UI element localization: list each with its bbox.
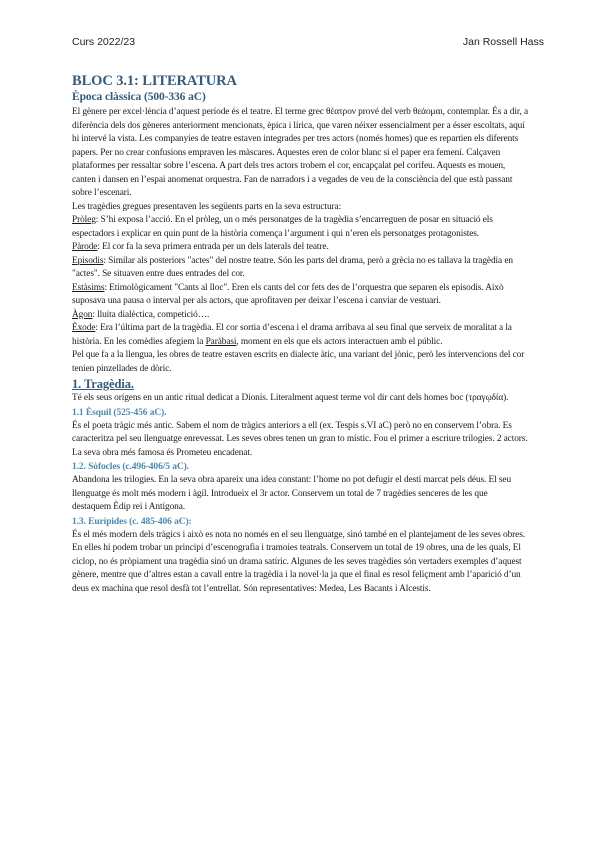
parabasi-term: Paràbasi [205, 336, 237, 347]
part-text: : lluita dialèctica, competició…. [92, 309, 210, 320]
section-subtitle: Època clàssica (500-336 aC) [72, 91, 206, 103]
part-term: Estàsims [72, 282, 105, 293]
tragedia-intro: Té els seus orígens en un antic ritual dedicat a Dionís. Literalment aquest terme vol dir cant dels homes boc (τραγῳδία). [72, 393, 509, 403]
sofocles-heading: 1.2. Sòfocles (c.496-406/5 aC). [72, 462, 189, 472]
document-body [72, 72, 528, 596]
part-text: : Era l’última part de la tragèdia. El cor sortia d’escena i el drama arribava al seu final que serveix de moralitat a la història. En les comèdies afegiem la [72, 323, 512, 347]
part-term: Pàrode [72, 242, 98, 252]
course-label: Curs 2022/23 [72, 36, 136, 48]
part-parode [72, 241, 528, 255]
part-term: Èxode [72, 323, 96, 333]
part-estasims [72, 282, 528, 309]
esquil-heading: 1.1 Èsquil (525-456 aC). [72, 407, 167, 418]
part-term: Episodis [72, 255, 104, 266]
part-exode [72, 322, 528, 349]
part-text: : S’hi exposa l’acció. En el pròleg, un o més personatges de la tragèdia s’encarreguen de posar en situació els espectadors i explicar en quin punt de la història comença l’argument i qui n’eren els personatges protagonistes. [72, 215, 493, 239]
part-text: , moment en els que els actors interactuen amb el públic. [236, 336, 443, 347]
esquil-text: És el poeta tràgic més antic. Sabem el nom de tràgics anteriors a ell (ex. Tespis s.VI aC) però no en conservem l’obra. Es caracteritza pel seu llenguatge enrevessat. Les seves obres tenen un gran to místic. Fou el primer a escriure trilogies. 2 actors. La seva obra més famosa és Prometeu encadenat. [72, 420, 528, 458]
intro-paragraph: El gènere per excel·lència d’aquest període és el teatre. El terme grec θέατρον prové del verb θεάομαι, contemplar. És a dir, a diferència dels dos gèneres anteriorment mencionats, èpica i lírica, que varen néixer essencialment per a ésser escoltats, aquí hi intervé la vista. Les companyies de teatre estaven integrades per tres actors (només homes) que es repartien els diferents papers. Per no crear confusions empraven les màscares. Aquestes eren de color blanc si el paper era femení. Calçaven plataformes per ressaltar sobre l’escena. A part dels tres actors trobem el cor, encapçalat pel corifeu. Aquests es mouen, canten i dansen en l’espai anomenat orquestra. Fan de narradors i a vegades de veu de la consciència del que està passant sobre l’escenari. [72, 107, 528, 198]
part-agon [72, 309, 528, 323]
tragedia-heading: 1. Tragèdia. [72, 377, 134, 391]
parts-intro: Les tragèdies gregues presentaven les següents parts en la seva estructura: [72, 201, 342, 212]
euripides-heading: 1.3. Eurípides (c. 485-406 aC): [72, 516, 192, 527]
part-term: Àgon [72, 309, 93, 320]
author-name: Jan Rossell Hass [462, 36, 544, 48]
part-episodis [72, 255, 528, 282]
page-title: BLOC 3.1: LITERATURA [72, 73, 237, 89]
language-paragraph: Pel que fa a la llengua, les obres de teatre estaven escrits en dialecte àtic, una variant del jònic, però les intervencions del cor tenien pinzellades de dòric. [72, 350, 525, 374]
part-text: : Similar als posteriors "actes" del nostre teatre. Són les parts del drama, però a grècia no es tallava la tragèdia en "actes". Se situaven entre dues entrades del cor. [72, 255, 513, 279]
part-text: : Etimològicament "Cants al lloc". Eren els cants del cor fets des de l’orquestra que separen els episodis. Això suposava una pausa o interval per als actors, que aprofitaven per deixar l’escena i canviar de vestuari. [72, 282, 504, 306]
part-prolog [72, 214, 528, 241]
sofocles-text: Abandona les trilogies. En la seva obra apareix una idea constant: l’home no pot defugir el destí marcat pels déus. El seu llenguatge és molt més modern i àgil. Introdueix el 3r actor. Conservem un total de 7 tragèdies senceres de les que destaquem Èdip rei i Antígona. [72, 475, 512, 512]
part-term: Pròleg [72, 215, 96, 225]
part-text: : El cor fa la seva primera entrada per un dels laterals del teatre. [97, 242, 329, 252]
euripides-text: És el més modern dels tràgics i això es nota no només en el seu llenguatge, sinó també en el plantejament de les seves obres. En elles hi podem trobar un principi d’escenografia i tramoies teatrals. Conservem un total de 19 obres, una de les quals, El ciclop, no és pròpiament una tragèdia sinó un drama satíric. Algunes de les seves tragèdies són vertaders exemples d’aquest gènere, mentre que d’altres estan a cavall entre la tragèdia i la novel·la ja que el final es resol feliçment amb l’aparició d’un deus ex machina que resol desfà tot l’entrellat. Són representatives: Medea, Les Bacants i Alcestis. [72, 529, 526, 594]
